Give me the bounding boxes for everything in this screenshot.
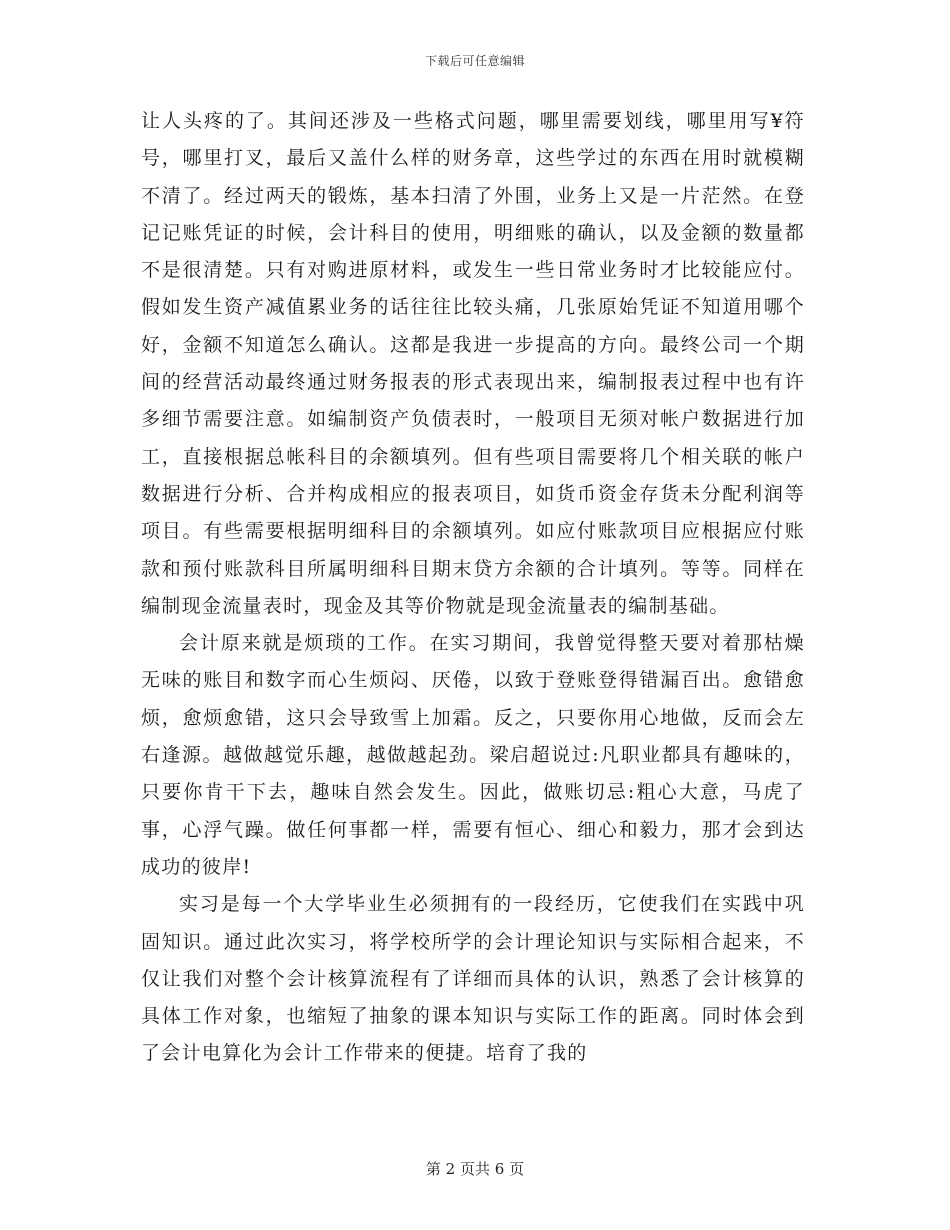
page-header: 下载后可任意编辑 <box>424 54 525 68</box>
paragraph-1: 让人头疼的了。其间还涉及一些格式问题，哪里需要划线，哪里用写¥符号，哪里打叉，最后又盖什么样的财务章，这些学过的东西在用时就模糊不清了。经过两天的锻炼，基本扫清了外围，业务上又是一片茫然。在登记记账凭证的时候，会计科目的使用，明细账的确认，以及金额的数量都不是很清楚。只有对购进原材料，或发生一些日常业务时才比较能应付。假如发生资产减值累业务的话往往比较头痛，几张原始凭证不知道用哪个好，金额不知道怎么确认。这都是我进一步提高的方向。最终公司一个期间的经营活动最终通过财务报表的形式表现出来，编制报表过程中也有许多细节需要注意。如编制资产负债表时，一般项目无须对帐户数据进行加工，直接根据总帐科目的余额填列。但有些项目需要将几个相关联的帐户数据进行分析、合并构成相应的报表项目，如货币资金存货未分配利润等项目。有些需要根据明细科目的余额填列。如应付账款项目应根据应付账款和预付账款科目所属明细科目期末贷方余额的合计填列。等等。同样在编制现金流量表时，现金及其等价物就是现金流量表的编制基础。 <box>141 110 805 617</box>
paragraph-2: 会计原来就是烦琐的工作。在实习期间，我曾觉得整天要对着那枯燥无味的账目和数字而心生烦闷、厌倦，以致于登账登得错漏百出。愈错愈烦，愈烦愈错，这只会导致雪上加霜。反之，只要你用心地做，反而会左右逢源。越做越觉乐趣，越做越起劲。梁启超说过:凡职业都具有趣味的，只要你肯干下去，趣味自然会发生。因此，做账切忌:粗心大意，马虎了事，心浮气躁。做任何事都一样，需要有恒心、细心和毅力，那才会到达成功的彼岸! <box>141 632 805 878</box>
page-number-footer: 第 2 页共 6 页 <box>425 1160 525 1178</box>
document-body <box>141 103 805 1073</box>
paragraph-3: 实习是每一个大学毕业生必须拥有的一段经历，它使我们在实践中巩固知识。通过此次实习，将学校所学的会计理论知识与实际相合起来，不仅让我们对整个会计核算流程有了详细而具体的认识，熟悉了会计核算的具体工作对象，也缩短了抽象的课本知识与实际工作的距离。同时体会到了会计电算化为会计工作带来的便捷。培育了我的 <box>141 893 805 1065</box>
